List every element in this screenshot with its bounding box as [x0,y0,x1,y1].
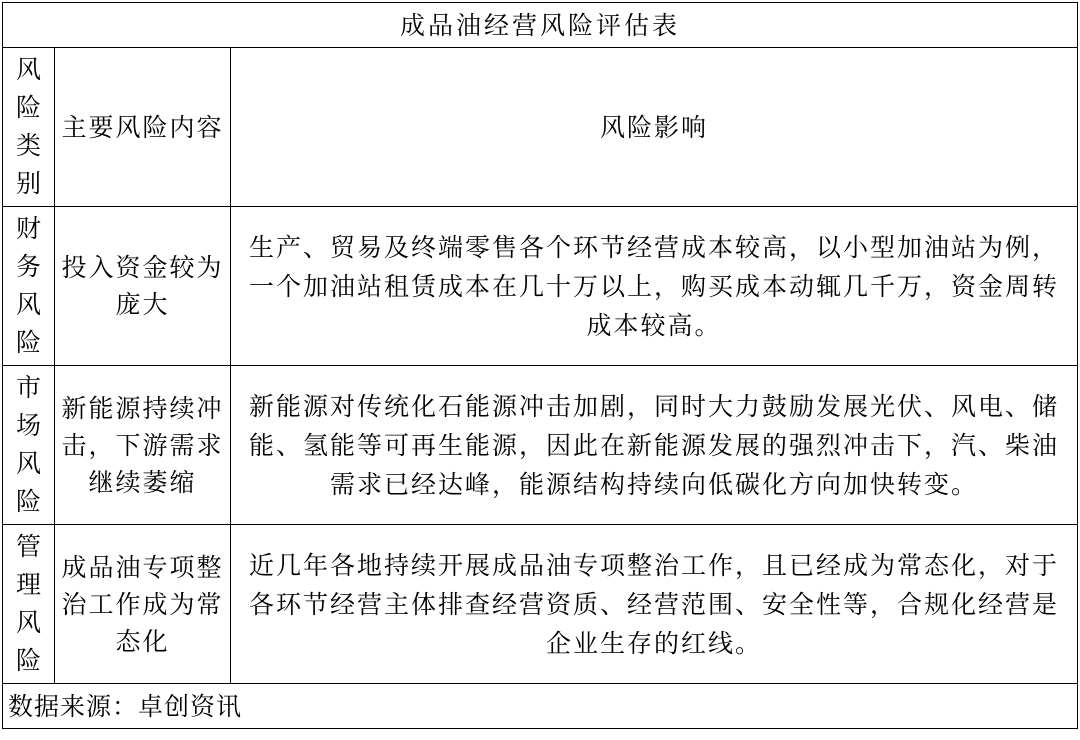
header-category [3,48,55,207]
row-impact: 生产、贸易及终端零售各个环节经营成本较高，以小型加油站为例，一个加油站租赁成本在几十万以上，购买成本动辄几千万，资金周转成本较高。 [231,207,1078,366]
row-impact: 新能源对传统化石能源冲击加剧，同时大力鼓励发展光伏、风电、储能、氢能等可再生能源，因此在新能源发展的强烈冲击下，汽、柴油需求已经达峰，能源结构持续向低碳化方向加快转变。 [231,366,1078,525]
header-content: 主要风险内容 [55,48,231,207]
risk-assessment-sheet [2,2,1077,737]
table-row [3,207,1078,366]
row-content: 新能源持续冲击，下游需求继续萎缩 [55,366,231,525]
row-content: 投入资金较为庞大 [55,207,231,366]
header-row [3,48,1078,207]
row-category: 市场风险 [15,373,41,516]
source-row [3,684,1078,729]
row-impact: 近几年各地持续开展成品油专项整治工作，且已经成为常态化，对于各环节经营主体排查经营资质、经营范围、安全性等，合规化经营是企业生存的红线。 [231,525,1078,684]
header-category-label: 风险类别 [15,55,41,198]
table-row [3,525,1078,684]
row-category-cell [3,207,55,366]
risk-assessment-table [2,2,1078,729]
row-category-cell [3,525,55,684]
row-category-cell [3,366,55,525]
row-content: 成品油专项整治工作成为常态化 [55,525,231,684]
data-source: 数据来源：卓创资讯 [3,684,1078,729]
row-category: 管理风险 [15,532,41,675]
header-impact: 风险影响 [231,48,1078,207]
title-row [3,3,1078,48]
table-row [3,366,1078,525]
table-title: 成品油经营风险评估表 [3,3,1078,48]
row-category: 财务风险 [15,214,41,357]
